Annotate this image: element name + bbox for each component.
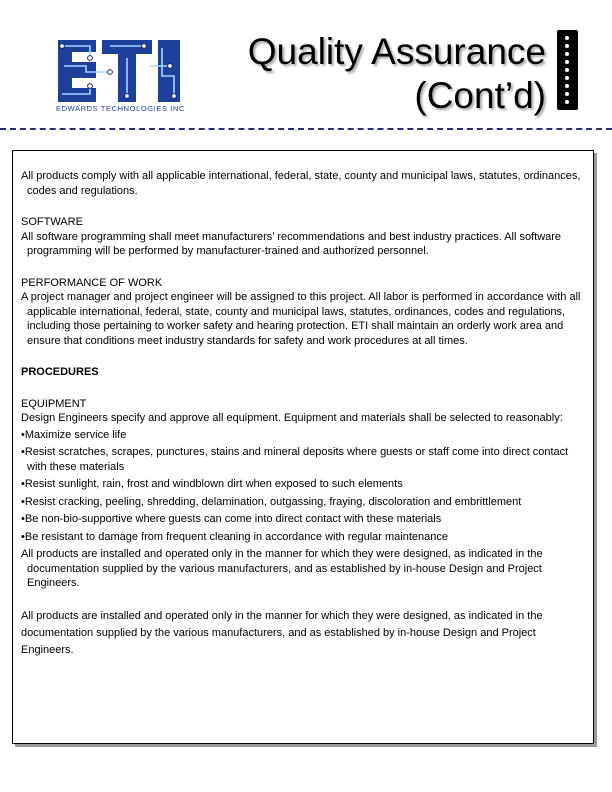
software-paragraph: All software programming shall meet manufacturers’ recommendations and best industry practices. All software programming will be performed by manufacturer-trained and authorized personnel. bbox=[21, 230, 562, 257]
procedures-heading: PROCEDURES bbox=[21, 366, 99, 378]
page-title-line1: Quality Assurance bbox=[247, 31, 546, 72]
installation-paragraph: All products are installed and operated only in the manner for which they were designed, as indicated in the documentation supplied by the various manufacturers, and as established by in-house Design and Project Engineers. bbox=[21, 548, 543, 589]
page-title-line2: (Cont’d) bbox=[414, 75, 546, 116]
header-divider bbox=[0, 128, 612, 130]
equipment-heading: EQUIPMENT bbox=[21, 397, 87, 410]
bullet-item: •Be resistant to damage from frequent cleaning in accordance with regular maintenance bbox=[21, 530, 448, 543]
bullet-item: •Resist scratches, scrapes, punctures, stains and mineral deposits where guests or staff come into direct contact with these materials bbox=[21, 446, 569, 473]
logo-caption: EDWARDS TECHNOLOGIES INC bbox=[56, 104, 185, 113]
equipment-paragraph: Design Engineers specify and approve all equipment. Equipment and materials shall be selected to reasonably: bbox=[21, 412, 563, 424]
performance-heading: PERFORMANCE OF WORK bbox=[21, 276, 163, 289]
performance-paragraph: A project manager and project engineer will be assigned to this project. All labor is performed in accordance with all applicable international, federal, state, county and municipal laws, statutes, ordinances, codes and regulations, including those pertaining to worker safety and hearing protection. ETI shall maintain an orderly work area and ensure that conditions meet industry standards for safety and work procedures at all times. bbox=[21, 291, 581, 347]
software-heading: SOFTWARE bbox=[21, 216, 83, 228]
decorative-dot-bar bbox=[557, 30, 578, 110]
bullet-item: •Maximize service life bbox=[21, 428, 127, 441]
bullet-item: •Resist sunlight, rain, frost and windblown dirt when exposed to such elements bbox=[21, 478, 403, 490]
bullet-item: •Be non-bio-supportive where guests can come into direct contact with these materials bbox=[21, 513, 442, 525]
page-title bbox=[248, 30, 546, 118]
compliance-paragraph: All products comply with all applicable international, federal, state, county and municipal laws, statutes, ordinances, codes and regulations. bbox=[21, 170, 581, 197]
bullet-item: •Resist cracking, peeling, shredding, delamination, outgassing, fraying, discoloration and embrittlement bbox=[21, 495, 522, 508]
content-box bbox=[12, 150, 594, 744]
installation-paragraph-repeat: All products are installed and operated only in the manner for which they were designed, as indicated in the documentation supplied by the various manufacturers, and as established by in-house Design and Project Engineers. bbox=[21, 609, 543, 656]
